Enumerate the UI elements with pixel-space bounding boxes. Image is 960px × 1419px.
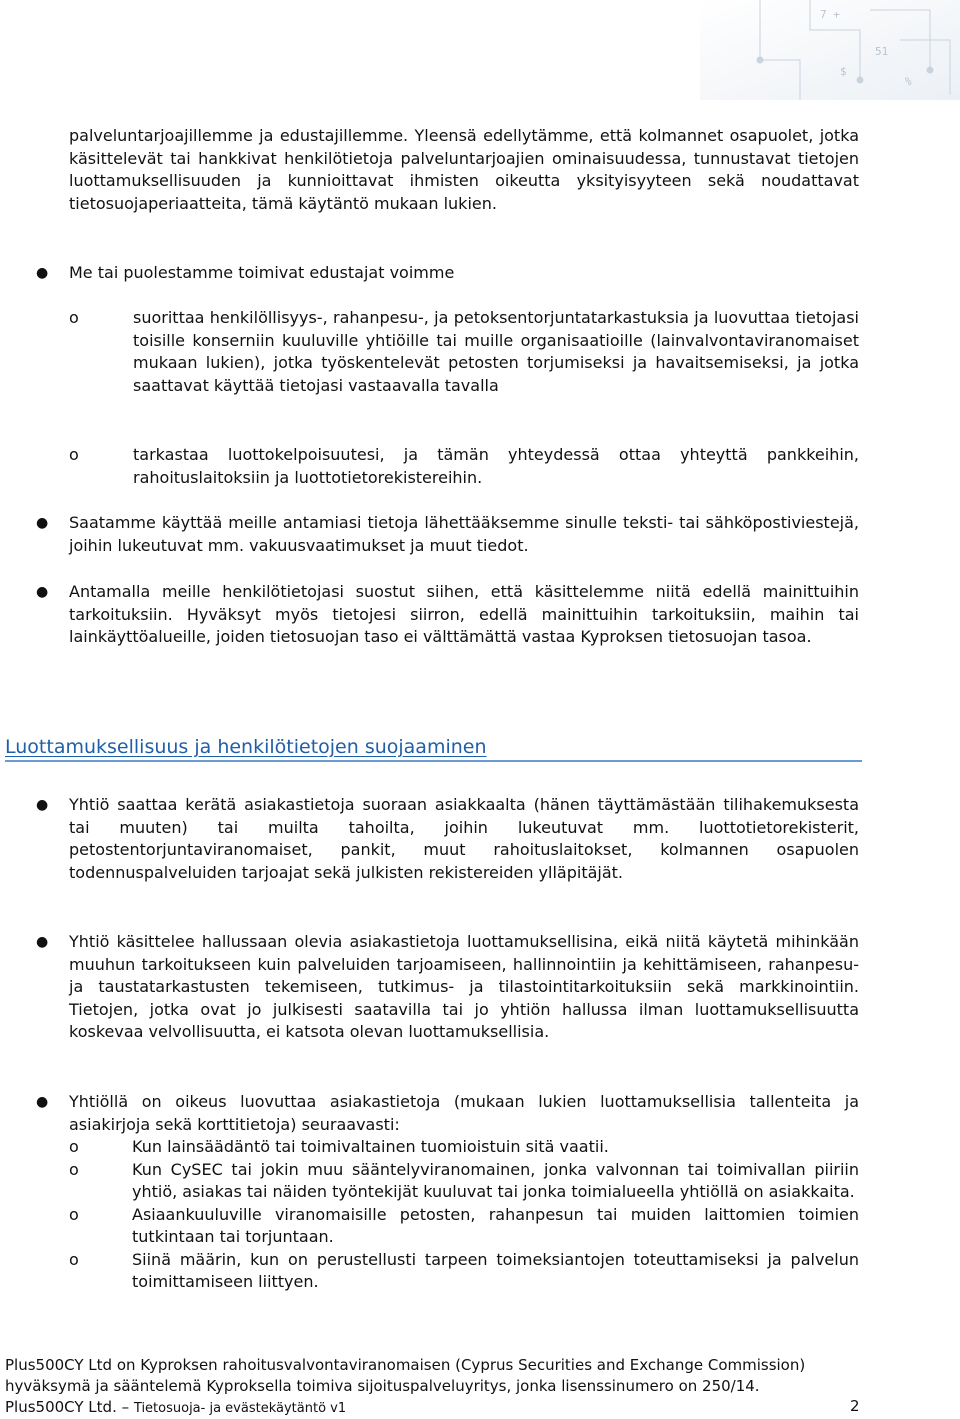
- bullet-representatives: Me tai puolestamme toimivat edustajat voimme: [69, 263, 455, 282]
- footer-company: Plus500CY Ltd.: [5, 1398, 117, 1416]
- bullet-disclosure: [69, 1091, 859, 1294]
- section-heading: Luottamuksellisuus ja henkilötietojen suojaaminen: [5, 736, 487, 758]
- sub-bullet-circle-icon: o: [69, 308, 79, 327]
- footer-dash: –: [121, 1398, 130, 1416]
- bullet-dot-icon: ●: [36, 265, 49, 281]
- footer-regulation-line-1: Plus500CY Ltd on Kyproksen rahoitusvalvontaviranomaisen (Cyprus Securities and Exchange Commission): [5, 1356, 806, 1374]
- footer-doc-title: Tietosuoja- ja evästekäytäntö v1: [133, 1401, 347, 1416]
- footer-doc-line: [5, 1397, 346, 1419]
- disclosure-sub-item: o Kun lainsäädäntö tai toimivaltainen tuomioistuin sitä vaatii.: [69, 1136, 859, 1159]
- footer-regulation-line-2: hyväksymä ja sääntelemä Kyproksella toimiva sijoituspalveluyritys, jonka lisenssinumero on 250/14.: [5, 1377, 760, 1395]
- bullet-confidentiality: Yhtiö käsittelee hallussaan olevia asiakastietoja luottamuksellisina, eikä niitä käytetä mihinkään muuhun tarkoitukseen kuin palveluiden tarjoamiseen, hallinnointiin ja kehittämiseen, rahanpesu- ja taustatarkastusten tekemiseen, tutkimus- ja tilastointitarkoituksiin sekä markkinointiin. Tietojen, jotka ovat jo julkisesti saatavilla tai jo yhtiön hallussa ilman luottamuksellisuutta koskevaa velvollisuutta, ei katsota olevan luottamuksellisia.: [69, 932, 859, 1041]
- disclosure-sub-item: o Kun CySEC tai jokin muu sääntelyviranomainen, jonka valvonnan tai toimivallan piiriin yhtiö, asiakas tai näiden työntekijät kuuluvat tai jonka toimialueella yhtiöllä on asiakkaita.: [69, 1159, 859, 1204]
- bullet-dot-icon: ●: [36, 584, 49, 600]
- disclosure-sub-item: o Asiaankuuluville viranomaisille petosten, rahanpesun tai muiden laittomien toimien tutkintaan tai torjuntaan.: [69, 1204, 859, 1249]
- sub-bullet-credit-check: tarkastaa luottokelpoisuutesi, ja tämän yhteydessä ottaa yhteyttä pankkeihin, rahoituslaitoksiin ja luottotietorekistereihin.: [133, 445, 859, 487]
- bullet-messages: Saatamme käyttää meille antamiasi tietoja lähettääksemme sinulle teksti- tai sähköpostiviestejä, joihin lukeutuvat mm. vakuusvaatimukset ja muut tiedot.: [69, 513, 859, 555]
- bullet-dot-icon: ●: [36, 797, 49, 813]
- svg-text:$: $: [840, 65, 847, 78]
- svg-text:%: %: [905, 75, 912, 88]
- bullet-dot-icon: ●: [36, 1094, 49, 1110]
- svg-text:7 +: 7 +: [820, 8, 840, 21]
- disclosure-sub-list: [69, 1136, 859, 1294]
- page-number: 2: [850, 1397, 860, 1415]
- decorative-corner-graphic: [700, 0, 960, 100]
- bullet-consent: Antamalla meille henkilötietojasi suostut siihen, että käsittelemme niitä edellä mainittuihin tarkoituksiin. Hyväksyt myös tietojesi siirron, edellä mainittuihin tarkoituksiin, maihin tai lainkäyttöalueille, joiden tietosuojan taso ei välttämättä vastaa Kyproksen tietosuojan tasoa.: [69, 582, 859, 646]
- bullet-dot-icon: ●: [36, 934, 49, 950]
- sub-bullet-circle-icon: o: [69, 445, 79, 464]
- heading-divider: [5, 760, 862, 762]
- bullet-disclosure-intro: Yhtiöllä on oikeus luovuttaa asiakastietoja (mukaan lukien luottamuksellisia tallenteita ja asiakirjoja sekä korttitietoja) seuraavasti:: [69, 1092, 859, 1134]
- intro-paragraph: palveluntarjoajillemme ja edustajillemme. Yleensä edellytämme, että kolmannet osapuolet, jotka käsittelevät tai hankkivat henkilötietoja palveluntarjoajien ominaisuudessa, tunnustavat tietojen luottamuksellisuuden ja kunnioittavat ihmisten oikeutta yksityisyyteen sekä noudattavat tietosuojaperiaatteita, tämä käytäntö mukaan lukien.: [69, 126, 859, 213]
- bullet-dot-icon: ●: [36, 515, 49, 531]
- bullet-data-collection: Yhtiö saattaa kerätä asiakastietoja suoraan asiakkaalta (hänen täyttämästään tilihakemuksesta tai muuten) tai muilta tahoilta, joihin lukeutuvat mm. luottotietorekisterit, petostentorjuntaviranomaiset, pankit, muut rahoituslaitokset, kolmannen osapuolen todennuspalveluiden tarjoajat sekä julkisten rekistereiden ylläpitäjät.: [69, 795, 859, 882]
- disclosure-sub-item: o Siinä määrin, kun on perustellusti tarpeen toimeksiantojen toteuttamiseksi ja palvelun toimittamiseen liittyen.: [69, 1249, 859, 1294]
- svg-text:51: 51: [875, 45, 889, 58]
- sub-bullet-identity-checks: suorittaa henkilöllisyys-, rahanpesu-, ja petoksentorjuntatarkastuksia ja luovuttaa tietojasi toisille konserniin kuuluville yhtiöille tai muille organisaatioille (lainvalvontaviranomaiset mukaan lukien), jotka työskentelevät petosten torjumiseksi ja havaitsemiseksi, ja jotka saattavat käyttää tietojasi vastaavalla tavalla: [133, 308, 859, 395]
